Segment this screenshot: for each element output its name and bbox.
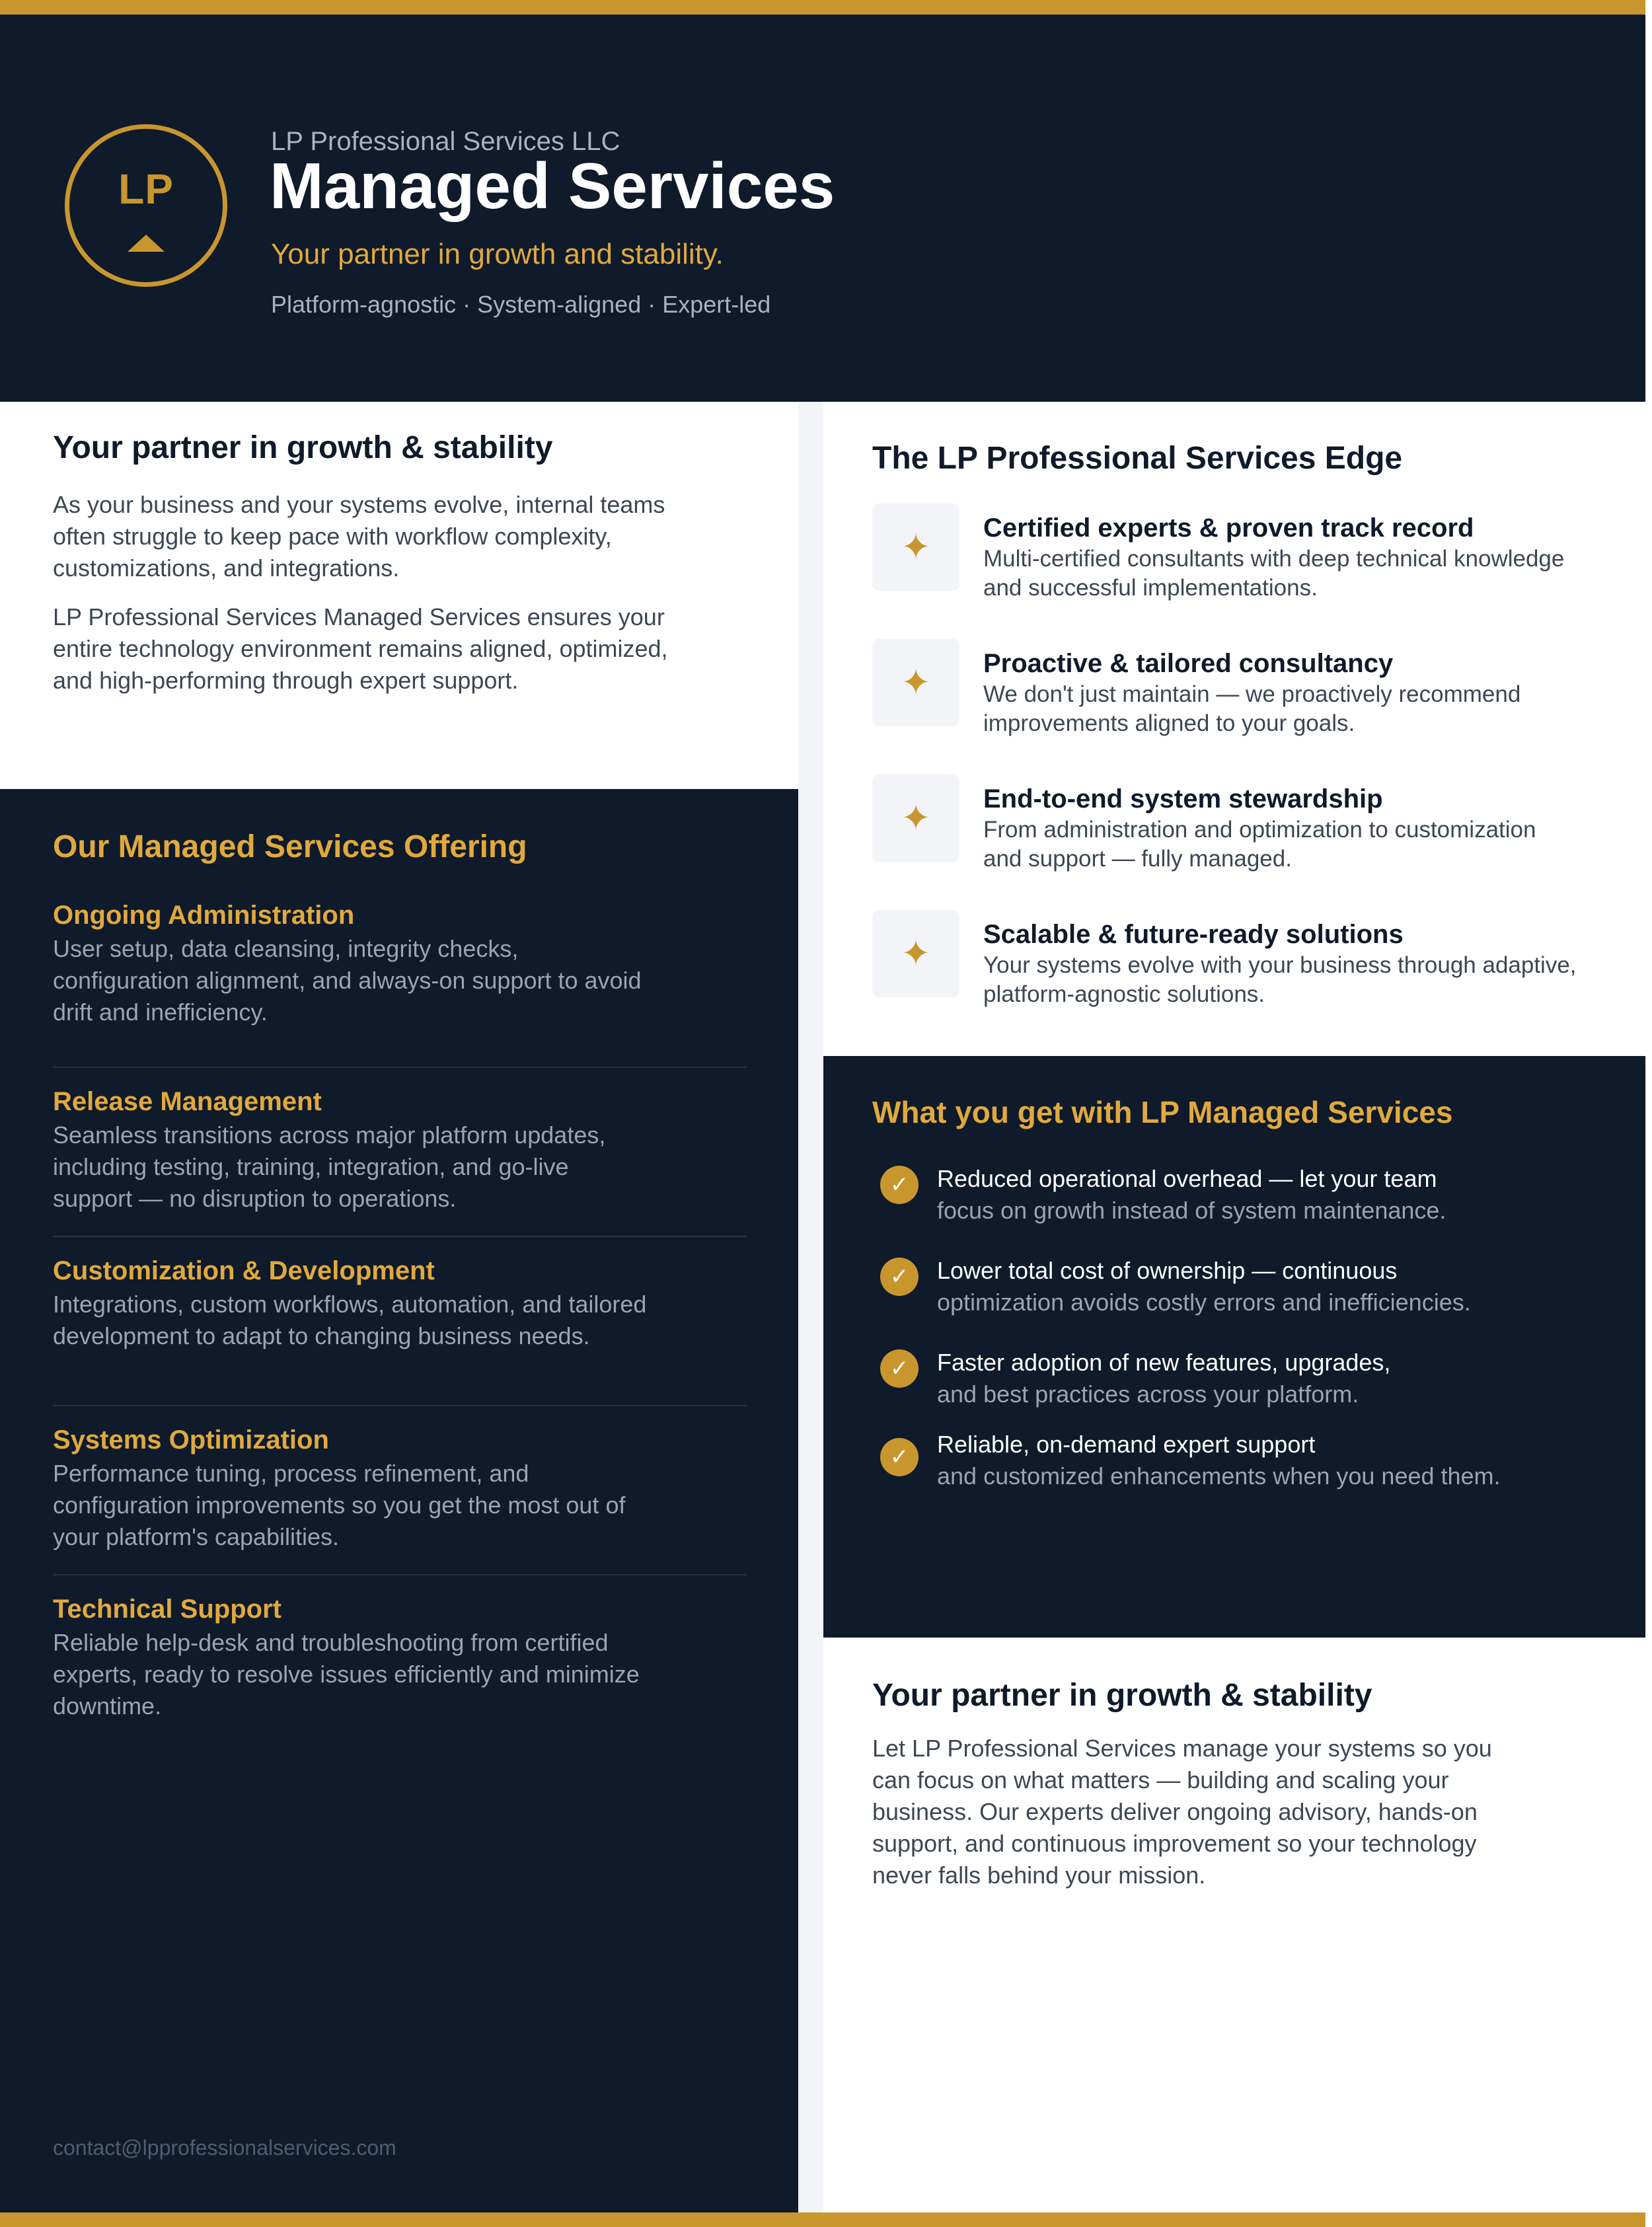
offering-list (53, 899, 747, 1745)
sparkle-icon: ✦ (872, 910, 959, 997)
benefit-lead: Reliable, on-demand expert support (937, 1431, 1316, 1458)
logo-initials: LP (118, 165, 174, 213)
offering-item-desc: User setup, data cleansing, integrity checks, configuration alignment, and always-on support to avoid drift and inefficiency. (53, 935, 642, 1026)
edge-item-desc: We don't just maintain — we proactively recommend improvements aligned to your goals. (983, 681, 1521, 736)
triangle-up-icon (128, 235, 165, 252)
edge-item (872, 774, 1632, 910)
intro-section (0, 402, 798, 789)
checkmark-icon: ✓ (880, 1349, 919, 1388)
benefit-item (880, 1163, 1620, 1255)
offering-item-desc: Integrations, custom workflows, automation, and tailored development to adapt to changing business needs. (53, 1291, 647, 1349)
offering-item (53, 1406, 747, 1575)
bottom-accent-bar (0, 2212, 1645, 2227)
benefit-lead: Faster adoption of new features, upgrades, (937, 1349, 1391, 1376)
tagline: Your partner in growth and stability. (271, 238, 724, 270)
edge-item (872, 910, 1632, 1045)
edge-item-desc: Your systems evolve with your business through adaptive, platform-agnostic solutions. (983, 952, 1577, 1007)
benefit-detail: and best practices across your platform. (937, 1380, 1359, 1408)
sparkle-icon: ✦ (872, 504, 959, 591)
top-accent-bar (0, 0, 1645, 15)
closing-title: Your partner in growth & stability (872, 1678, 1372, 1713)
checkmark-icon: ✓ (880, 1438, 919, 1476)
benefit-detail: focus on growth instead of system maintenance. (937, 1197, 1446, 1224)
edge-item-desc: From administration and optimization to customization and support — fully managed. (983, 817, 1536, 872)
intro-title: Your partner in growth & stability (53, 430, 553, 465)
offering-item-name: Release Management (53, 1087, 322, 1116)
offering-section (0, 789, 798, 2212)
benefit-item (880, 1347, 1620, 1429)
benefit-detail: and customized enhancements when you need them. (937, 1462, 1501, 1490)
edge-item-name: Proactive & tailored consultancy (983, 649, 1394, 678)
intro-paragraph-2: LP Professional Services Managed Services ensures your entire technology environment remains aligned, optimized, and high-performing through expert support. (53, 603, 668, 694)
benefit-lead: Reduced operational overhead — let your team (937, 1165, 1437, 1192)
checkmark-icon: ✓ (880, 1166, 919, 1204)
offering-item-name: Technical Support (53, 1595, 282, 1624)
offering-item-desc: Seamless transitions across major platform updates, including testing, training, integration, and go-live support — no disruption to operations. (53, 1121, 606, 1212)
offering-item-desc: Performance tuning, process refinement, and configuration improvements so you get the most out of your platform's capabilities. (53, 1460, 626, 1550)
offering-item (53, 899, 747, 1068)
edge-item-desc: Multi-certified consultants with deep technical knowledge and successful implementations. (983, 546, 1565, 601)
edge-item (872, 639, 1632, 774)
offering-item (53, 1575, 747, 1745)
intro-paragraph-1: As your business and your systems evolve, internal teams often struggle to keep pace with workflow complexity, customizations, and integrations. (53, 491, 665, 582)
checkmark-icon: ✓ (880, 1258, 919, 1296)
offering-item-name: Ongoing Administration (53, 901, 355, 930)
contact-email[interactable]: contact@lpprofessionalservices.com (53, 2136, 396, 2160)
edge-item (872, 504, 1632, 639)
benefit-item (880, 1255, 1620, 1347)
page-title: Managed Services (270, 149, 835, 222)
service-attributes: Platform-agnostic · System-aligned · Expert-led (271, 291, 771, 318)
benefits-title: What you get with LP Managed Services (872, 1095, 1453, 1129)
benefits-list (880, 1163, 1620, 1490)
benefit-detail: optimization avoids costly errors and inefficiencies. (937, 1289, 1471, 1316)
benefits-section (823, 1056, 1645, 1638)
offering-item-desc: Reliable help-desk and troubleshooting from certified experts, ready to resolve issues efficiently and minimize downtime. (53, 1629, 640, 1719)
edge-section (823, 402, 1645, 1056)
edge-item-name: Certified experts & proven track record (983, 513, 1474, 543)
benefit-lead: Lower total cost of ownership — continuous (937, 1257, 1398, 1284)
offering-item (53, 1068, 747, 1237)
offering-item-name: Systems Optimization (53, 1425, 329, 1454)
sparkle-icon: ✦ (872, 774, 959, 862)
company-name: LP Professional Services LLC (271, 127, 620, 156)
edge-title: The LP Professional Services Edge (872, 441, 1403, 476)
closing-body: Let LP Professional Services manage your systems so you can focus on what matters — building and scaling your business. Our experts deliver ongoing advisory, hands-on support, and continuous improvement so your technology never falls behind your mission. (872, 1735, 1492, 1889)
column-gutter (798, 402, 823, 2212)
offering-item-name: Customization & Development (53, 1256, 435, 1285)
sparkle-icon: ✦ (872, 639, 959, 726)
edge-item-name: End-to-end system stewardship (983, 784, 1383, 813)
edge-list (872, 504, 1632, 1045)
offering-item (53, 1237, 747, 1406)
company-logo (65, 124, 227, 287)
edge-item-name: Scalable & future-ready solutions (983, 920, 1404, 949)
offering-title: Our Managed Services Offering (53, 829, 527, 864)
closing-section (823, 1638, 1645, 2212)
header-banner (0, 15, 1645, 402)
